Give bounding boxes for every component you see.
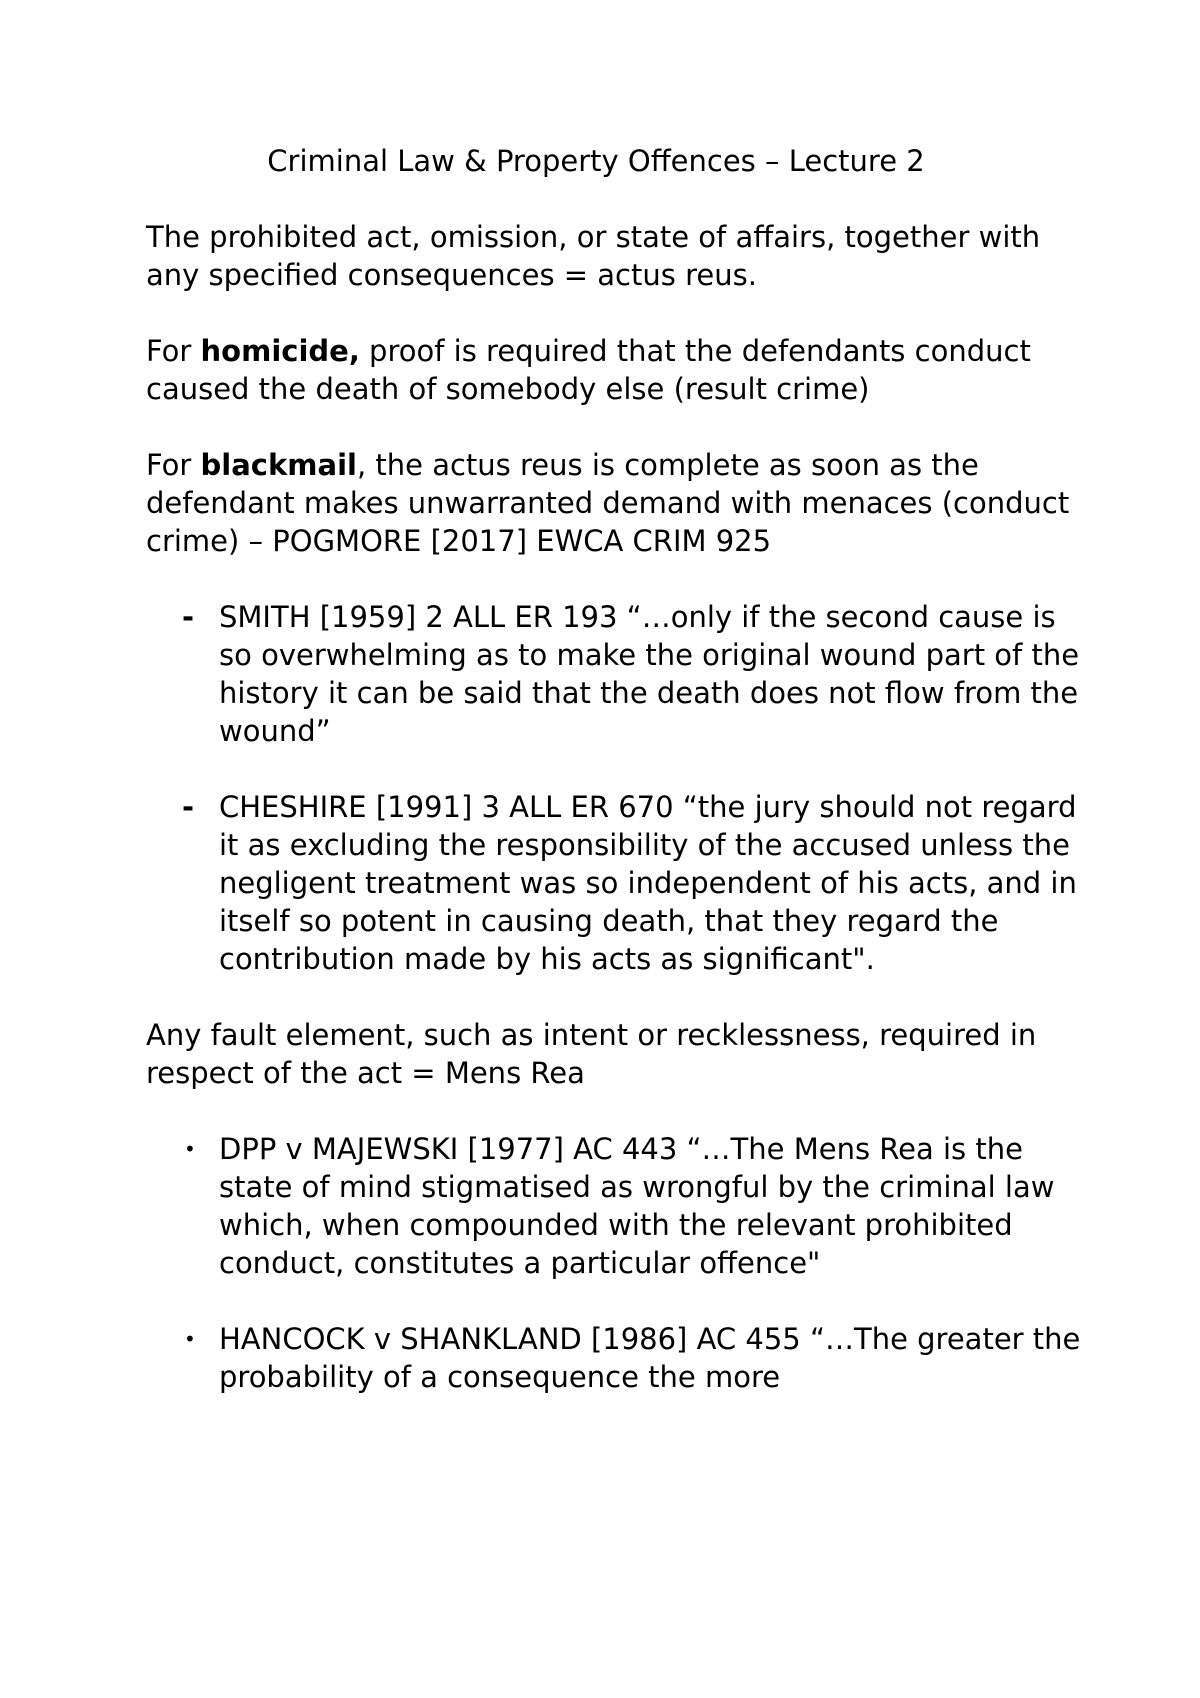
case-text: HANCOCK v SHANKLAND [1986] AC 455 “…The greater the probability of a consequence the more (219, 1322, 1081, 1394)
homicide-prefix: For (146, 334, 201, 368)
case-item-cheshire (146, 788, 1086, 978)
case-text: CHESHIRE [1991] 3 ALL ER 670 “the jury should not regard it as excluding the responsibility of the accused unless the negligent treatment was so independent of his acts, and in itself so potent in causing death, that they regard the contribution made by his acts as significant". (219, 790, 1077, 976)
blackmail-text: , the actus reus is complete as soon as the defendant makes unwarranted demand with menaces (conduct crime) – POGMORE [2017] EWCA CRIM 925 (146, 448, 1070, 558)
case-text: SMITH [1959] 2 ALL ER 193 “…only if the second cause is so overwhelming as to make the original wound part of the history it can be said that the death does not flow from the wound” (219, 600, 1080, 748)
dash-bullet: - (182, 600, 195, 634)
dot-bullet: • (184, 1137, 196, 1161)
homicide-text: proof is required that the defendants conduct caused the death of somebody else (result crime) (146, 334, 1031, 406)
blackmail-paragraph (146, 446, 1086, 560)
blackmail-prefix: For (146, 448, 201, 482)
homicide-term: homicide, (200, 334, 360, 368)
mens-rea-case-list (146, 1130, 1086, 1396)
page-title: Criminal Law & Property Offences – Lecture 2 (267, 144, 925, 178)
blackmail-term: blackmail (200, 448, 357, 482)
case-item-majewski (146, 1130, 1086, 1282)
case-item-hancock (146, 1320, 1086, 1396)
dash-bullet: - (182, 790, 195, 824)
dot-bullet: • (184, 1327, 196, 1351)
document-body (146, 142, 1086, 1434)
mens-rea-paragraph: Any fault element, such as intent or recklessness, required in respect of the act = Mens Rea (146, 1018, 1037, 1090)
causation-case-list (146, 598, 1086, 978)
homicide-paragraph (146, 332, 1086, 408)
case-item-smith (146, 598, 1086, 750)
actus-reus-paragraph: The prohibited act, omission, or state of affairs, together with any specified consequences = actus reus. (146, 220, 1041, 292)
case-text: DPP v MAJEWSKI [1977] AC 443 “…The Mens Rea is the state of mind stigmatised as wrongful by the criminal law which, when compounded with the relevant prohibited conduct, constitutes a particular offence" (219, 1132, 1055, 1280)
